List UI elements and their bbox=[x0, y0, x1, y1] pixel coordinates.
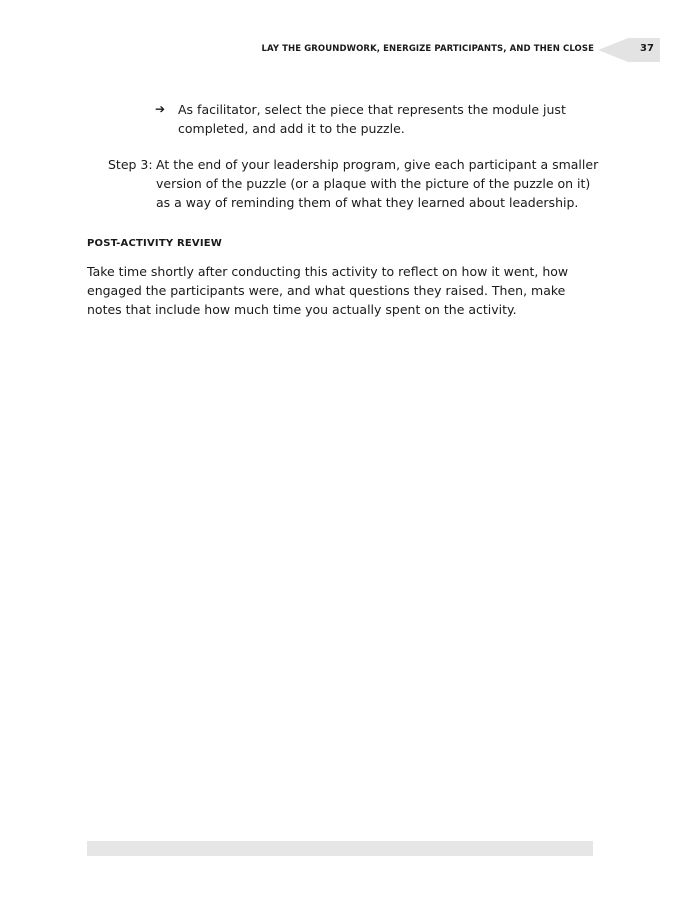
body-paragraph: Take time shortly after conducting this activity to reflect on how it went, how engaged the participants were, and what questions they raised. Then, make notes that include how much time you actually spent on the activity. bbox=[87, 264, 569, 317]
section-heading: POST-ACTIVITY REVIEW bbox=[87, 238, 223, 249]
arrow-right-icon: ➔ bbox=[155, 102, 166, 116]
bullet-text: As facilitator, select the piece that represents the module just completed, and add it to the puzzle. bbox=[178, 102, 566, 136]
step-item bbox=[108, 155, 608, 212]
footer-bar bbox=[87, 841, 593, 856]
step-label: Step 3: bbox=[108, 157, 153, 172]
page-number: 37 bbox=[640, 43, 654, 54]
bullet-item bbox=[155, 100, 605, 138]
step-text: At the end of your leadership program, give each participant a smaller version of the puzzle (or a plaque with the picture of the puzzle on it) as a way of reminding them of what they learned about leadership. bbox=[156, 157, 599, 210]
running-head: LAY THE GROUNDWORK, ENERGIZE PARTICIPANTS, AND THEN CLOSE bbox=[261, 44, 594, 54]
